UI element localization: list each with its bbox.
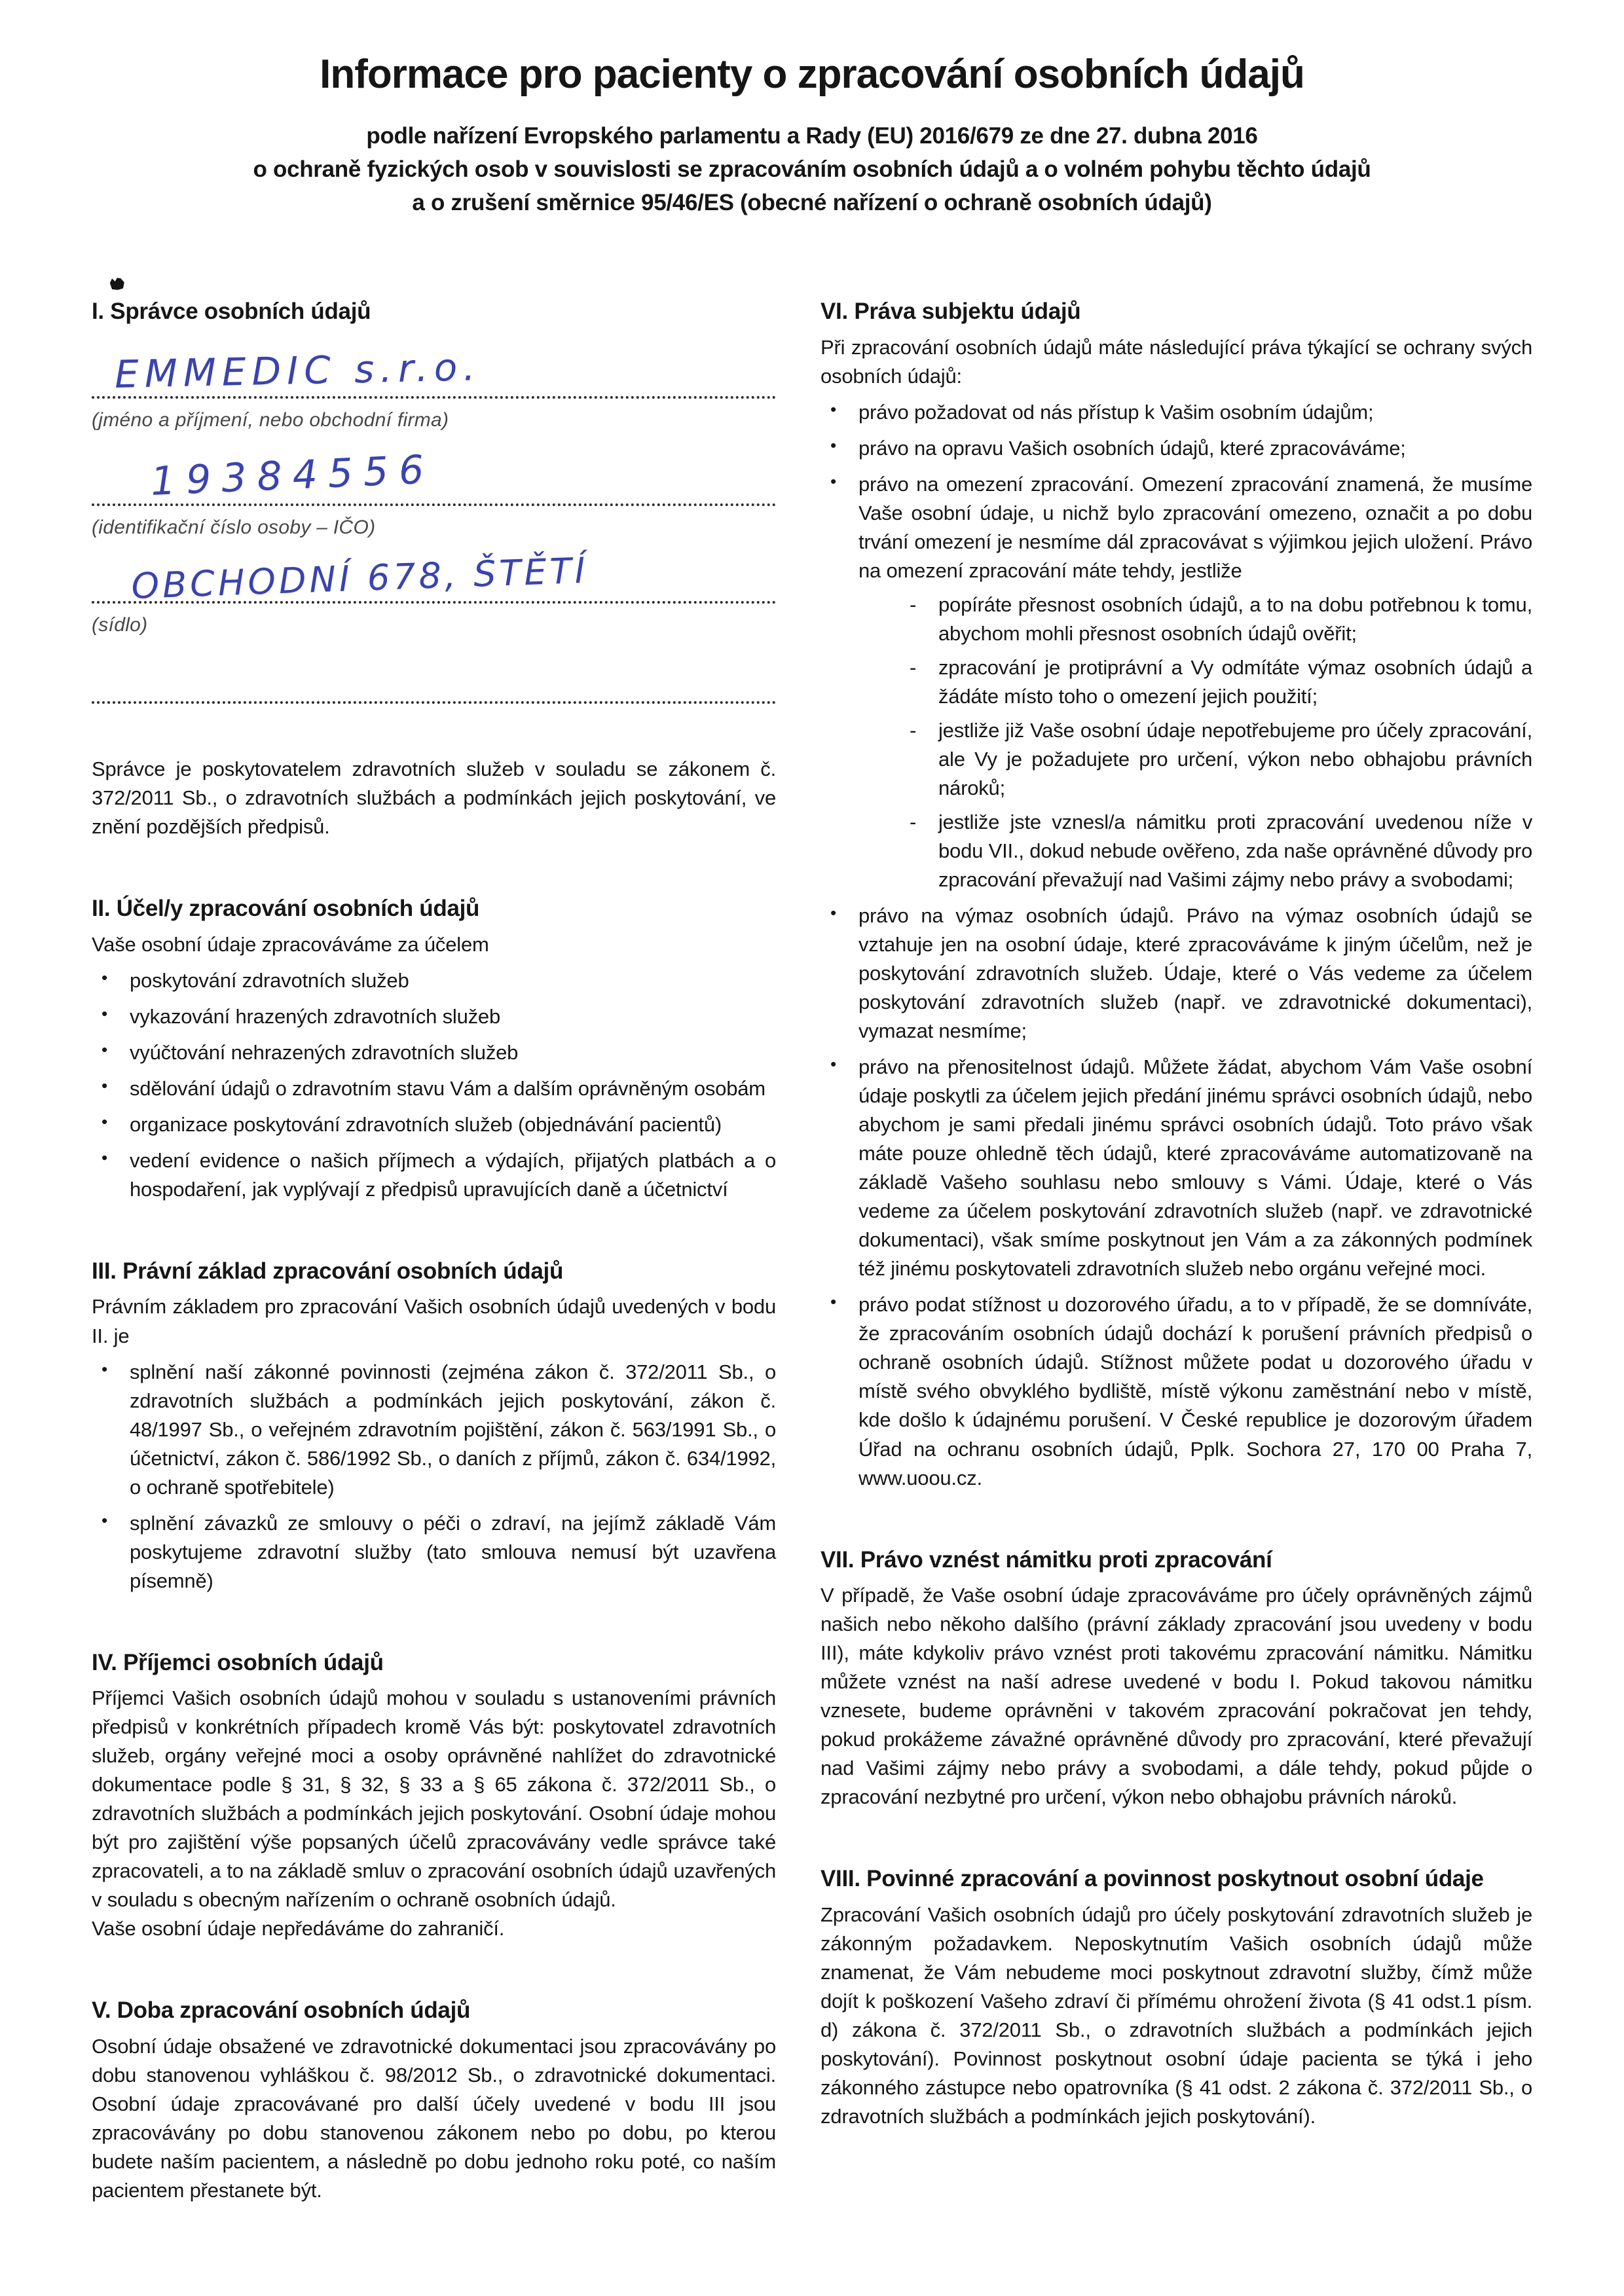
handwritten-ico: 19384556 (149, 446, 435, 505)
subtitle-line-2: o ochraně fyzických osob v souvislosti se zpracováním osobních údajů a o volném pohybu těchto údajů (253, 156, 1371, 182)
bullet-item: • vedení evidence o našich příjmech a výdajích, přijatých platbách a o hospodaření, jak vyplývají z předpisů upravujících daně a účetnictví (92, 1146, 776, 1204)
form-field-company-name (92, 344, 776, 435)
bullet-item: • právo podat stížnost u dozorového úřadu, a to v případě, že se domníváte, že zpracováním osobních údajů dochází k porušení právních předpisů o ochraně osobních údajů. Stížnost můžete podat u dozorového úřadu v místě svého obvyklého bydliště, místě výkonu zaměstnání nebo v místě, kde došlo k údajnému porušení. V České republice je dozorovým úřadem Úřad na ochranu osobních údajů, Pplk. Sochora 27, 170 00 Praha 7, www.uoou.cz. (821, 1290, 1532, 1492)
section-5-heading: V. Doba zpracování osobních údajů (92, 1997, 471, 2024)
left-column (92, 295, 776, 2205)
section-4-heading: IV. Příjemci osobních údajů (92, 1649, 384, 1675)
bullet-item-text: právo na omezení zpracování. Omezení zpracování znamená, že musíme Vaše osobní údaje, u nichž bylo zpracování omezeno, označit a po dobu trvání omezení je nesmíme dál zpracovávat s výjimkou jejich uložení. Právo na omezení zpracování máte tehdy, jestliže (858, 473, 1532, 583)
field-label-ico: (identifikační číslo osoby – IČO) (92, 517, 376, 539)
section-6-sub-list (858, 591, 1532, 894)
section-7-paragraph: V případě, že Vaše osobní údaje zpracováváme pro účely oprávněných zájmů našich nebo někoho dalšího (právní základy zpracování jsou uvedeny v bodu III), máte kdykoliv právo vznést proti takovému zpracování námitku. Námitku můžete vznést na naší adrese uvedené v bodu I. Pokud takovou námitku vznesete, budeme oprávněni v takovém zpracování pokračovat jen tehdy, pokud prokážeme závažné oprávněné důvody pro zpracování, které převažují nad Vašimi zájmy nebo právy a svobodami, a dále tehdy, pokud půjde o zpracování nezbytné pro určení, výkon nebo obhajobu právních nároků. (821, 1584, 1532, 1809)
section-4-paragraph-1: Příjemci Vašich osobních údajů mohou v souladu s ustanoveními právních předpisů v konkrétních případech kromě Vás být: poskytovatel zdravotních služeb, orgány veřejné moci a osoby oprávněné nahlížet do zdravotnické dokumentace podle § 31, § 32, § 33 a § 65 zákona č. 372/2011 Sb., o zdravotních službách a podmínkách jejich poskytování. Osobní údaje mohou být pro zajištění výše popsaných účelů zpracovávány vedle správce také zpracovateli, a to na základě smluv o zpracování osobních údajů uzavřených v souladu s obecným nařízením o ochraně osobních údajů. (92, 1686, 776, 1912)
bullet-item: • splnění závazků ze smlouvy o péči o zdraví, na jejímž základě Vám poskytujeme zdravotní služby (tato smlouva nemusí být uzavřena písemně) (92, 1509, 776, 1595)
section-3-intro: Právním základem pro zpracování Vašich osobních údajů uvedených v bodu II. je (92, 1295, 776, 1347)
bullet-item: • právo na opravu Vašich osobních údajů, které zpracováváme; (821, 434, 1532, 463)
handwritten-company-name: EMMEDIC s.r.o. (114, 344, 482, 397)
section-6-heading: VI. Práva subjektu údajů (821, 299, 1081, 325)
bullet-item: • vykazování hrazených zdravotních služeb (92, 1002, 776, 1031)
bullet-item: • právo na přenositelnost údajů. Můžete žádat, abychom Vám Vaše osobní údaje poskytli za účelem jejich předání jinému správci osobních údajů, nebo abychom je sami předali jinému správci osobních údajů. Toto právo však máte pouze ohledně těch údajů, které zpracováváme automatizovaně na základě Vašeho souhlasu nebo smlouvy s Vámi. Údaje, které o Vás vedeme za účelem poskytování zdravotních služeb (např. ve zdravotnické dokumentaci), však smíme poskytnout jen Vám a za zákonných podmínek též jinému poskytovateli zdravotních služeb nebo orgánu veřejné moci. (821, 1053, 1532, 1283)
section-2-bullet-list (92, 966, 776, 1204)
document-header (92, 51, 1532, 219)
section-8-heading: VIII. Povinné zpracování a povinnost poskytnout osobní údaje (821, 1866, 1484, 1892)
form-field-ico (92, 446, 776, 542)
handwritten-address: OBCHODNÍ 678, ŠTĚTÍ (130, 549, 589, 607)
section-1-heading: I. Správce osobních údajů (92, 299, 371, 325)
section-1-paragraph: Správce je poskytovatelem zdravotních služeb v souladu se zákonem č. 372/2011 Sb., o zdravotních službách a podmínkách jejich poskytování, ve znění pozdějších předpisů. (92, 757, 776, 838)
bullet-item: • poskytování zdravotních služeb (92, 966, 776, 995)
subtitle-line-3: a o zrušení směrnice 95/46/ES (obecné nařízení o ochraně osobních údajů) (412, 189, 1212, 215)
section-6-bullet-list (821, 398, 1532, 1493)
section-7-heading: VII. Právo vznést námitku proti zpracování (821, 1546, 1272, 1573)
bullet-item: • právo na výmaz osobních údajů. Právo na výmaz osobních údajů se vztahuje jen na osobní údaje, které zpracováváme k jiným účelům, než je poskytování zdravotních služeb. Údaje, které o Vás vedeme za účelem poskytování zdravotních služeb (např. ve zdravotnické dokumentaci), vymazat nesmíme; (821, 902, 1532, 1046)
bullet-item: • vyúčtování nehrazených zdravotních služeb (92, 1038, 776, 1067)
document-body (92, 295, 1532, 2205)
section-2-heading: II. Účel/y zpracování osobních údajů (92, 895, 480, 921)
field-label-address: (sídlo) (92, 614, 148, 636)
section-6-intro: Při zpracování osobních údajů máte následující práva týkající se ochrany svých osobních údajů: (821, 335, 1532, 388)
section-3-heading: III. Právní základ zpracování osobních údajů (92, 1258, 564, 1284)
dash-item: - jestliže již Vaše osobní údaje nepotřebujeme pro účely zpracování, ale Vy je požadujete pro určení, výkon nebo obhajobu právních nároků; (858, 716, 1532, 803)
bullet-item: • splnění naší zákonné povinnosti (zejména zákon č. 372/2011 Sb., o zdravotních službách a podmínkách jejich poskytování, zákon č. 48/1997 Sb., o veřejném zdravotním pojištění, zákon č. 563/1991 Sb., o účetnictví, zákon č. 586/1992 Sb., o daních z příjmů, zákon č. 634/1992, o ochraně spotřebitele) (92, 1358, 776, 1502)
bullet-item: • právo požadovat od nás přístup k Vašim osobním údajům; (821, 398, 1532, 427)
right-column (821, 295, 1532, 2205)
dash-item: - zpracování je protiprávní a Vy odmítáte výmaz osobních údajů a žádáte místo toho o omezení jejich použití; (858, 653, 1532, 711)
page-title: Informace pro pacienty o zpracování osobních údajů (320, 52, 1304, 97)
section-3-bullet-list (92, 1358, 776, 1595)
section-5-paragraph: Osobní údaje obsažené ve zdravotnické dokumentaci jsou zpracovávány po dobu stanovenou vyhláškou č. 98/2012 Sb., o zdravotnické dokumentaci. Osobní údaje zpracovávané pro další účely uvedené v bodu III jsou zpracovávány po dobu stanovenou zákonem nebo po dobu, po kterou budete naším pacientem, a následně po dobu jednoho roku poté, co naším pacientem přestanete být. (92, 2035, 776, 2202)
section-8-paragraph: Zpracování Vašich osobních údajů pro účely poskytování zdravotních služeb je zákonným požadavkem. Neposkytnutím Vašich osobních údajů může znamenat, že Vám nebudeme moci poskytnout zdravotní služby, čímž může dojít k poškození Vašeho zdraví či přímému ohrožení života (§ 41 odst.1 písm. d) zákona č. 372/2011 Sb., o zdravotních službách a podmínkách jejich poskytování). Povinnost poskytnout osobní údaje pacienta se týká i jeho zákonného zástupce nebo opatrovníka (§ 41 odst. 2 zákona č. 372/2011 Sb., o zdravotních službách a podmínkách jejich poskytování). (821, 1903, 1532, 2128)
form-field-address (92, 549, 776, 640)
section-4-paragraph-2: Vaše osobní údaje nepředáváme do zahraničí. (92, 1917, 505, 1941)
dotted-line-empty (92, 701, 776, 704)
section-2-intro: Vaše osobní údaje zpracováváme za účelem (92, 932, 489, 956)
ink-smudge (108, 277, 125, 291)
bullet-item: • organizace poskytování zdravotních služeb (objednávání pacientů) (92, 1110, 776, 1139)
dash-item: - popíráte přesnost osobních údajů, a to na dobu potřebnou k tomu, abychom mohli přesnost osobních údajů ověřit; (858, 591, 1532, 648)
bullet-item: • sdělování údajů o zdravotním stavu Vám a dalším oprávněným osobám (92, 1074, 776, 1103)
dash-item: - jestliže jste vznesl/a námitku proti zpracování uvedenou níže v bodu VII., dokud nebude ověřeno, zda naše oprávněné důvody pro zpracování převažují nad Vašimi zájmy nebo právy a svobodami; (858, 808, 1532, 894)
field-label-company-name: (jméno a příjmení, nebo obchodní firma) (92, 409, 449, 431)
bullet-item (821, 470, 1532, 894)
subtitle-line-1: podle nařízení Evropského parlamentu a Rady (EU) 2016/679 ze dne 27. dubna 2016 (366, 123, 1258, 149)
